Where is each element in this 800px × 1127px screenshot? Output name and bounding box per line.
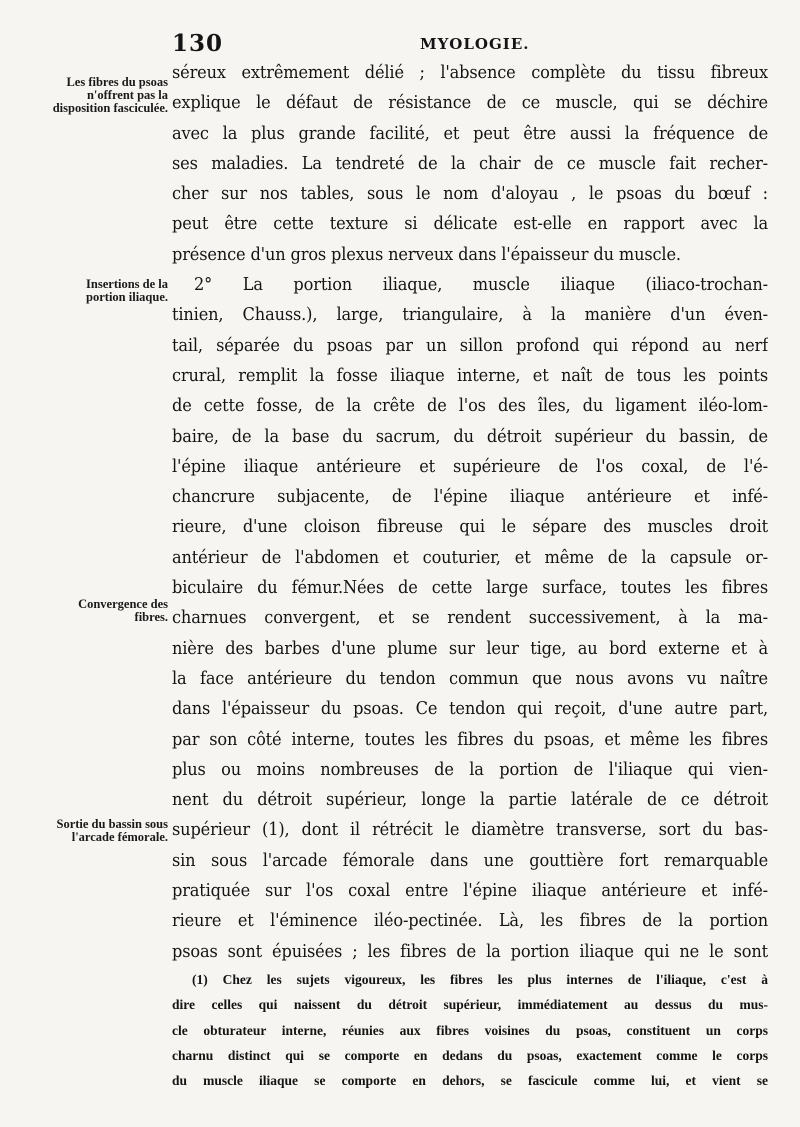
margin-note-insertions: Insertions de la portion iliaque. [86, 277, 168, 304]
text-line: l'épine iliaque antérieure et supérieure de l'os coxal, de l'é- [172, 455, 768, 477]
text-line: sin sous l'arcade fémorale dans une gouttière fort remarquable [172, 849, 768, 871]
text-line: charnues convergent, et se rendent successivement, à la ma- [172, 607, 768, 629]
text-line: tinien, Chauss.), large, triangulaire, à la manière d'un éven- [172, 304, 768, 326]
text-line: plus ou moins nombreuses de la portion de l'iliaque qui vien- [172, 758, 768, 780]
margin-note-fibres: Les fibres du psoas n'offrent pas la disposition fasciculée. [52, 75, 168, 115]
footnote-line: charnu distinct qui se comporte en dedans du psoas, exactement comme le corps [172, 1047, 768, 1063]
text-line: explique le défaut de résistance de ce muscle, qui se déchire [172, 92, 768, 114]
text-line: par son côté interne, toutes les fibres du psoas, et même les fibres [172, 728, 768, 750]
footnote-line: dire celles qui naissent du détroit supérieur, immédiatement au dessus du mus- [172, 997, 768, 1013]
text-line: dans l'épaisseur du psoas. Ce tendon qui reçoit, d'une autre part, [172, 698, 768, 720]
text-line: nière des barbes d'une plume sur leur tige, au bord externe et à [172, 637, 768, 659]
margin-note-sortie: Sortie du bassin sous l'arcade fémorale. [56, 817, 168, 844]
page-header [0, 30, 800, 60]
text-line: biculaire du fémur.Nées de cette large surface, toutes les fibres [172, 577, 768, 599]
text-line: psoas sont épuisées ; les fibres de la portion iliaque qui ne le sont [172, 940, 768, 962]
text-line: avec la plus grande facilité, et peut être aussi la fréquence de [172, 122, 768, 144]
text-line: tail, séparée du psoas par un sillon profond qui répond au nerf [172, 334, 768, 356]
text-line: séreux extrêmement délié ; l'absence complète du tissu fibreux [172, 62, 768, 83]
text-line: baire, de la base du sacrum, du détroit supérieur du bassin, de [172, 425, 768, 447]
text-line: rieure et l'éminence iléo-pectinée. Là, les fibres de la portion [172, 910, 768, 932]
text-line: la face antérieure du tendon commun que nous avons vu naître [172, 667, 768, 689]
text-line: nent du détroit supérieur, longe la partie latérale de ce détroit [172, 789, 768, 811]
footnote [172, 967, 768, 1093]
margin-note-convergence: Convergence des fibres. [78, 597, 168, 624]
text-line: ses maladies. La tendreté de la chair de ce muscle fait recher- [172, 152, 768, 174]
page-number: 130 [172, 30, 224, 57]
text-line: pratiquée sur l'os coxal entre l'épine iliaque antérieure et infé- [172, 880, 768, 902]
text-line: cher sur nos tables, sous le nom d'aloyau , le psoas du bœuf : [172, 183, 768, 205]
text-line: chancrure subjacente, de l'épine iliaque antérieure et infé- [172, 486, 768, 508]
body-text [172, 58, 768, 967]
text-line: 2° La portion iliaque, muscle iliaque (iliaco-trochan- [194, 274, 768, 296]
footnote-line: du muscle iliaque se comporte en dehors, se fascicule comme lui, et vient se [172, 1073, 768, 1089]
footnote-line: cle obturateur interne, réunies aux fibres voisines du psoas, constituent un corps [172, 1022, 768, 1038]
text-line: antérieur de l'abdomen et couturier, et même de la capsule or- [172, 546, 768, 568]
text-line: supérieur (1), dont il rétrécit le diamètre transverse, sort du bas- [172, 819, 768, 841]
text-line: présence d'un gros plexus nerveux dans l'épaisseur du muscle. [172, 243, 681, 265]
text-line: de cette fosse, de la crête de l'os des îles, du ligament iléo-lom- [172, 395, 768, 417]
text-line: peut être cette texture si délicate est-elle en rapport avec la [172, 213, 768, 235]
running-head: MYOLOGIE. [420, 35, 530, 53]
footnote-line: (1) Chez les sujets vigoureux, les fibres les plus internes de l'iliaque, c'est à [192, 972, 768, 987]
text-line: rieure, d'une cloison fibreuse qui le sépare des muscles droit [172, 516, 768, 538]
text-line: crural, remplit la fosse iliaque interne, et naît de tous les points [172, 364, 768, 386]
